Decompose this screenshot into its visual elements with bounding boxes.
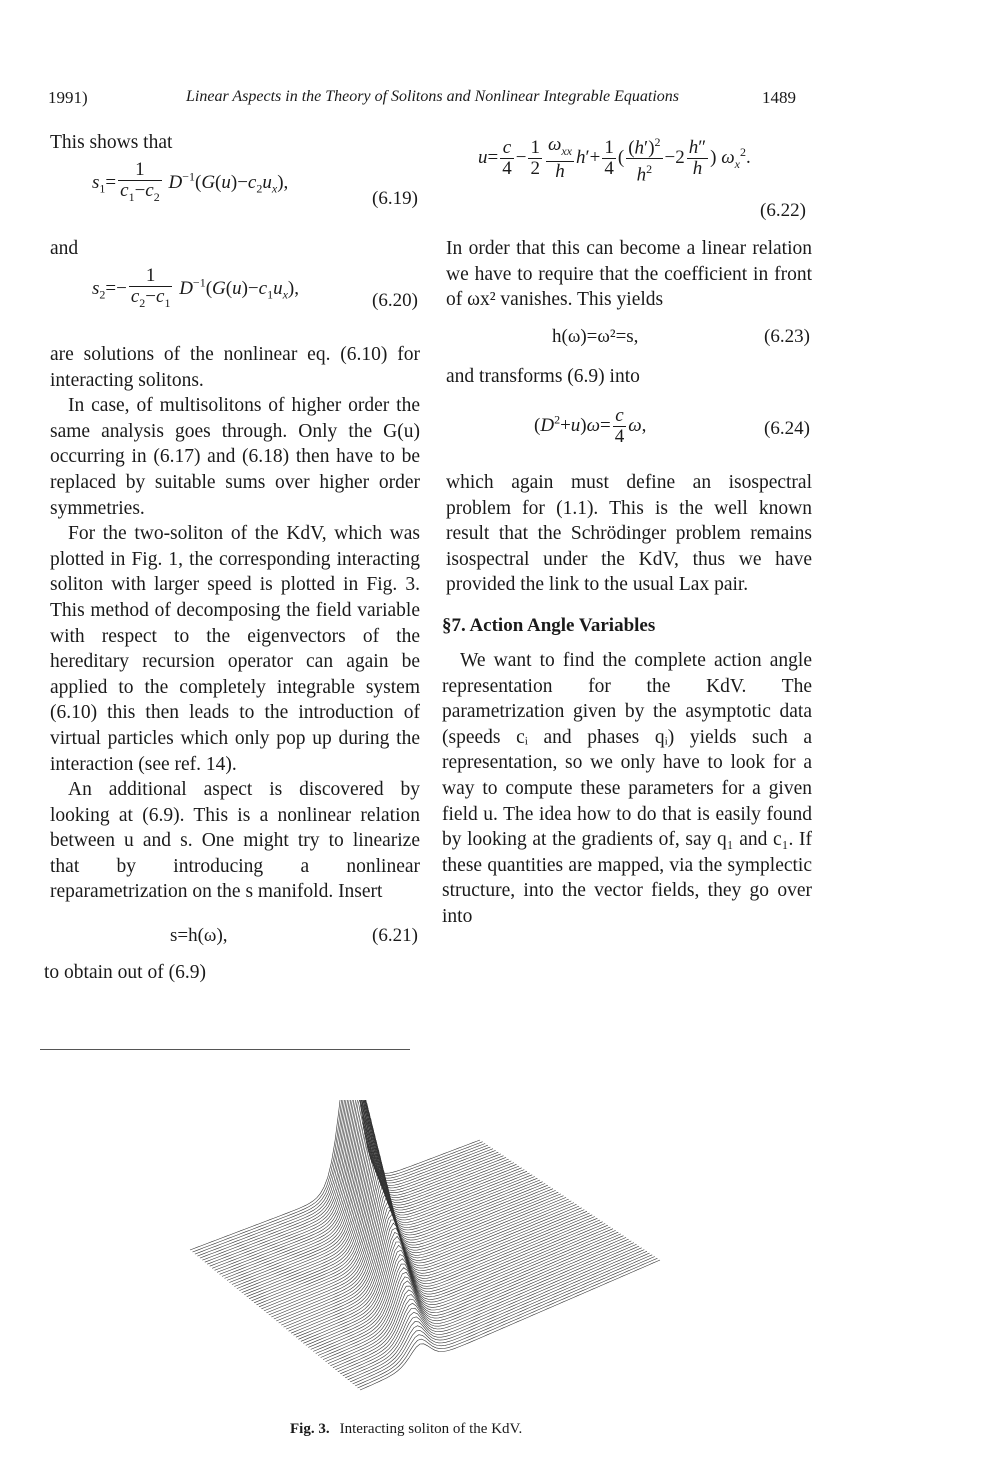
figure-label: Fig. 3.	[290, 1421, 330, 1437]
equation-6-19: $s_1=$ $\frac{1}{c_1-c_2}$ $D^{-1}(G(u)-c_2u_x)$,	[92, 159, 289, 204]
right-paragraph-4-block	[442, 648, 812, 930]
right-paragraph-1: In order that this can become a linear relation we have to require that the coefficient in front of ωx² vanishes. This yields	[446, 238, 812, 311]
equation-6-20: $s_2=-$ $\frac{1}{c_2-c_1}$ $D^{-1}(G(u)-c_1u_x)$,	[92, 265, 299, 310]
left-paragraph-2: In case, of multisolitons of higher order the same analysis goes through. Only the G(u) occurring in (6.17) and (6.18) then have to be replaced by suitable sums over higher order symmetries.	[50, 395, 420, 519]
right-paragraph-1-block	[446, 236, 812, 313]
running-title: Linear Aspects in the Theory of Solitons and Nonlinear Integrable Equations	[186, 88, 680, 105]
surface-line	[338, 1244, 637, 1371]
and-text: and	[50, 238, 79, 259]
left-body	[50, 342, 420, 905]
left-intro-text: This shows that	[50, 132, 173, 153]
equation-6-21-number: (6.21)	[372, 925, 418, 946]
page-number: 1489	[762, 88, 796, 107]
equation-6-23: h(ω)=ω²=s,	[552, 326, 639, 347]
section-heading: §7. Action Angle Variables	[442, 615, 656, 636]
surface-line	[355, 1257, 655, 1386]
figure-caption	[290, 1421, 522, 1438]
equation-6-21: s=h(ω),	[170, 925, 228, 946]
equation-6-22-number: (6.22)	[760, 200, 806, 221]
left-and	[50, 236, 420, 262]
right-paragraph-2: and transforms (6.9) into	[446, 366, 640, 387]
left-paragraph-1: are solutions of the nonlinear eq. (6.10) for interacting solitons.	[50, 344, 420, 391]
footnote-rule	[40, 1049, 410, 1050]
right-paragraph-4: We want to find the complete action angle representation for the KdV. The parametrization given by the asymptotic data (speeds cᵢ and phases qᵢ) yields such a representation, so we only have to look for a way to compute these parameters for a given field u. The idea how to do that is easily found by looking at the gradients of, say q₁ and c₁. If these quantities are mapped, via the symplectic structure, into the vector fields, they go over into	[442, 650, 812, 927]
surface-line	[259, 1162, 553, 1307]
right-paragraph-3: which again must define an isospectral problem for (1.1). This is the well known result that the Schrödinger problem remains isospectral under the KdV, thus we have provided the link to the usual Lax pair.	[446, 472, 812, 596]
left-paragraph-3: For the two-soliton of the KdV, which was plotted in Fig. 1, the corresponding interacting soliton with larger speed is plotted in Fig. 3. This method of decomposing the field variable with respect to the eigenvectors of the hereditary recursion operator can again be applied to the completely integrable system (6.10) this then leads to the introduction of virtual particles which only pop up during the interaction (see ref. 14).	[50, 523, 420, 775]
surface-line	[358, 1258, 658, 1388]
left-intro	[50, 130, 420, 156]
surface-line	[343, 1248, 642, 1376]
equation-6-24-number: (6.24)	[764, 418, 810, 439]
surface-line	[232, 1114, 524, 1285]
right-paragraph-2-block	[446, 364, 812, 390]
left-paragraph-4: An additional aspect is discovered by looking at (6.9). This is a nonlinear relation between u and s. One might try to linearize that by introducing a nonlinear reparametrization on the s manifold. Insert	[50, 779, 420, 903]
surface-line	[244, 1135, 537, 1294]
surface-line	[239, 1126, 532, 1290]
figure-caption-text: Interacting soliton of the KdV.	[339, 1421, 523, 1437]
soliton-surface-plot	[180, 1100, 680, 1400]
left-paragraph-5: to obtain out of (6.9)	[44, 962, 206, 983]
equation-6-20-number: (6.20)	[372, 290, 418, 311]
header-year: 1991)	[48, 88, 88, 107]
equation-6-23-number: (6.23)	[764, 326, 810, 347]
surface-line	[234, 1118, 527, 1287]
right-paragraph-3-block	[446, 470, 812, 598]
equation-6-19-number: (6.19)	[372, 188, 418, 209]
equation-6-24: $(D^2+u)\omega=$ $\frac{c}{4}$ ω,	[534, 405, 647, 447]
surface-line	[284, 1206, 579, 1327]
left-tail	[44, 960, 414, 986]
equation-6-22: u= $\frac{c}{4}$ − $\frac{1}{2}$ $\frac{\omega_{xx}}{h}$ h′+ $\frac{1}{4}$ ( $\frac{(h')^2}{h^2}$ −2 $\frac{h''}{h}$ ) $\omega_x^2$.	[478, 132, 751, 186]
